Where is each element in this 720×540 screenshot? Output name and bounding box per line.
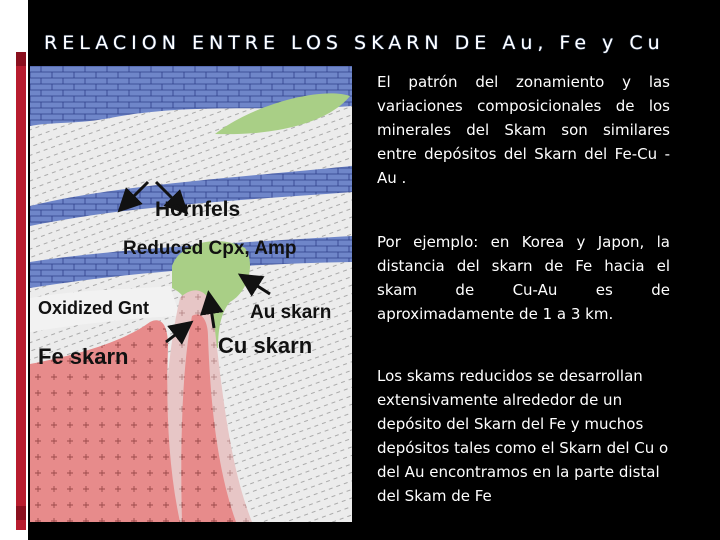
accent-bar (16, 52, 26, 530)
accent-notch (16, 506, 26, 520)
label-hornfels: Hornfels (155, 198, 241, 221)
label-oxidized-gnt: Oxidized Gnt (38, 298, 150, 318)
slide-title: RELACION ENTRE LOS SKARN DE Au, Fe y Cu (44, 32, 665, 54)
accent-notch (16, 52, 26, 66)
label-reduced-cpx-amp: Reduced Cpx, Amp (123, 238, 297, 259)
paragraph-example: Por ejemplo: en Korea y Japon, la distancia del skarn de Fe hacia el skam de Cu-Au es de aproximadamente de 1 a 3 km. (377, 233, 670, 323)
paragraph-zonation: El patrón del zonamiento y las variaciones composicionales de los minerales del Skam son similares entre depósitos del Skarn del Fe-Cu -Au . (377, 73, 670, 187)
label-cu-skarn: Cu skarn (218, 333, 313, 358)
skarn-cross-section-figure (30, 66, 352, 522)
label-fe-skarn: Fe skarn (38, 344, 129, 369)
label-au-skarn: Au skarn (250, 302, 332, 323)
paragraph-reduced-skarns: Los skams reducidos se desarrollan extensivamente alrededor de un depósito del Skarn del Fe y muchos depósitos tales como el Skarn del Cu o del Au encontramos en la parte distal del Skam de Fe (377, 367, 669, 505)
